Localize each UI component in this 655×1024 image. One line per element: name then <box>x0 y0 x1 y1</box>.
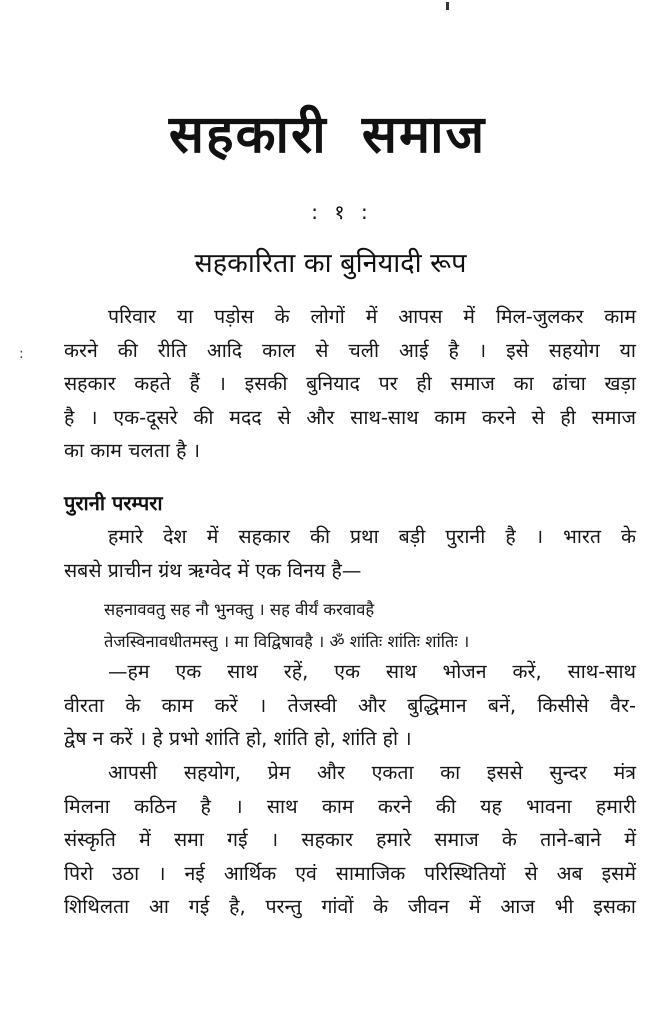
text-line: सबसे प्राचीन ग्रंथ ऋग्वेद में एक विनय है— <box>64 558 362 582</box>
paragraph-intro <box>64 300 636 468</box>
chapter-title: सहकारिता का बुनियादी रूप <box>194 248 467 279</box>
verse-line: तेजस्विनावधीतमस्तु । मा विद्विषावहै । ॐ शांतिः शांतिः शांतिः । <box>104 632 470 651</box>
scan-mark <box>446 2 449 10</box>
sanskrit-verse <box>104 594 624 658</box>
text-line: का काम चलता है । <box>64 439 201 463</box>
text-line: मिलना कठिन है । साथ काम करने की यह भावना हमारी <box>64 794 636 818</box>
text-line: —हम एक साथ रहें, एक साथ भोजन करें, साथ-साथ <box>108 660 636 683</box>
margin-mark: : <box>19 346 24 362</box>
text-line: परिवार या पड़ोस के लोगों में आपस में मिल-जुलकर काम <box>108 305 636 328</box>
text-line: करने की रीति आदि काल से चली आई है । इसे सहयोग या <box>64 338 636 362</box>
chapter-number: : १ : <box>311 200 368 224</box>
verse-line: सहनाववतु सह नौ भुनक्तु । सह वीर्यं करवावहै <box>104 600 375 619</box>
text-line: हमारे देश में सहकार की प्रथा बड़ी पुरानी है । भारत के <box>108 525 636 548</box>
page-title: सहकारी समाज <box>168 105 487 165</box>
text-line: आपसी सहयोग, प्रेम और एकता का इससे सुन्दर मंत्र <box>108 761 636 784</box>
text-line: सहकार कहते हैं । इसकी बुनियाद पर ही समाज का ढांचा खड़ा <box>64 372 636 396</box>
text-line: द्वेष न करें । हे प्रभो शांति हो, शांति हो, शांति हो । <box>64 727 412 751</box>
text-line: शिथिलता आ गई है, परन्तु गांवों के जीवन में आज भी इसका <box>64 895 636 919</box>
text-line: वीरता के काम करें । तेजस्वी और बुद्धिमान बनें, किसीसे वैर- <box>64 693 636 717</box>
paragraph-translation <box>64 655 636 756</box>
text-line: है । एक-दूसरे की मदद से और साथ-साथ काम करने से ही समाज <box>64 405 636 429</box>
paragraph-cooperation <box>64 756 636 924</box>
text-line: पिरो उठा । नई आर्थिक एवं सामाजिक परिस्थितियों से अब इसमें <box>64 861 636 885</box>
section-heading: पुरानी परम्परा <box>64 491 163 515</box>
paragraph-tradition <box>64 520 636 587</box>
text-line: संस्कृति में समा गई । सहकार हमारे समाज के ताने-बाने में <box>64 828 636 852</box>
